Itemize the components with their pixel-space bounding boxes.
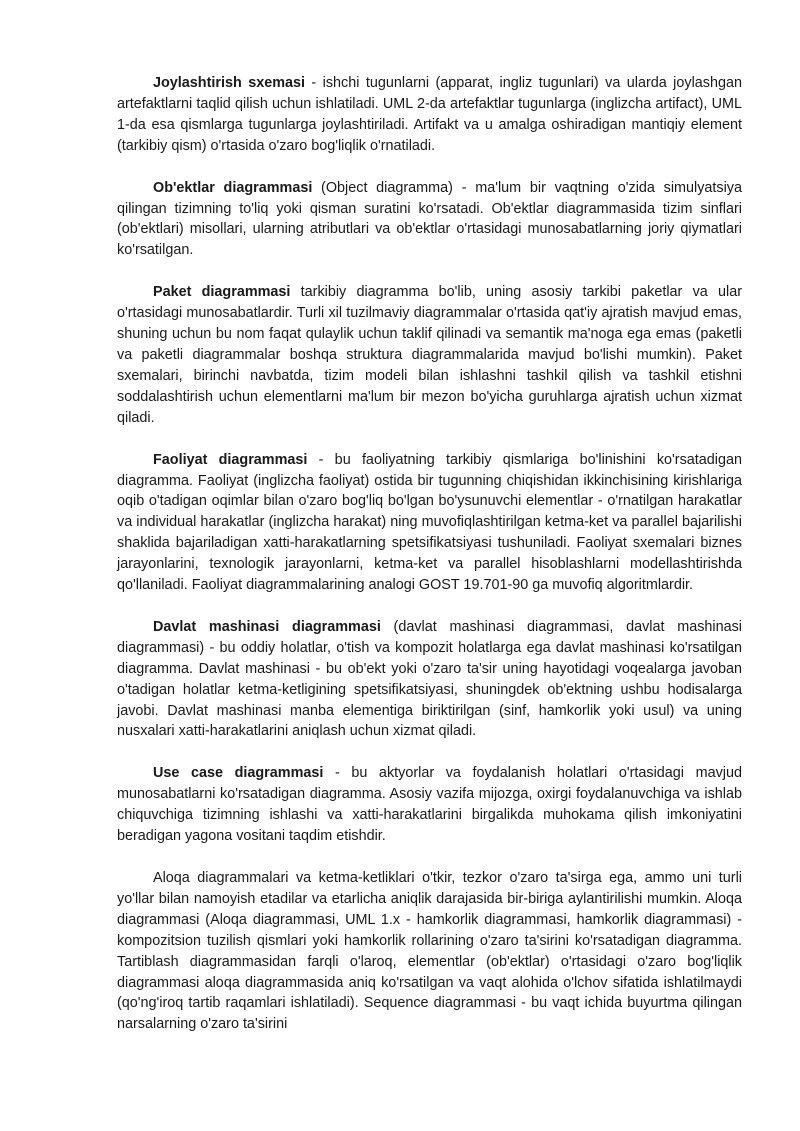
- paragraph-communication-diagram: [117, 868, 742, 1035]
- paragraph-package-diagram: [117, 282, 742, 428]
- paragraph-text: - ishchi tugunlarni (apparat, ingliz tugunlari) va ularda joylashgan artefaktlarni taqlid qilish uchun ishlatiladi. UML 2-da artefaktlar tugunlarga (inglizcha artifact), UML 1-da esa qismlarga tugunlarga joylashtiriladi. Artifakt va u amalga oshiradigan mantiqiy element (tarkibiy qism) o'rtasida o'zaro bog'liqlik o'rnatiladi.: [117, 75, 742, 154]
- paragraph-text: (davlat mashinasi diagrammasi, davlat mashinasi diagrammasi) - bu oddiy holatlar, o'tish va kompozit holatlarga ega davlat mashinasi ko'rsatilgan diagramma. Davlat mashinasi - bu ob'ekt yoki o'zaro ta'sir uning hayotidagi voqealarga javoban o'tadigan holatlar ketma-ketligining spetsifikatsiyasi, shuningdek ob'ektning ushbu hodisalarga javobi. Davlat mashinasi manba elementiga biriktirilgan (sinf, hamkorlik yoki usul) va uning nusxalari xatti-harakatlarini aniqlash uchun xizmat qiladi.: [117, 618, 743, 740]
- paragraph-text: (Object diagramma) - ma'lum bir vaqtning o'zida simulyatsiya qilingan tizimning to'liq yoki qisman suratini ko'rsatadi. Ob'ektlar diagrammasida tizim sinflari (ob'ektlari) misollari, ularning atributlari va ob'ektlar o'rtasidagi munosabatlarning joriy qiymatlari ko'rsatilgan.: [117, 179, 742, 259]
- paragraph-deployment-diagram: [117, 73, 742, 157]
- paragraph-text: - bu aktyorlar va foydalanish holatlari o'rtasidagi mavjud munosabatlarni ko'rsatadigan diagramma. Asosiy vazifa mijozga, oxirgi foydalanuvchiga va ishlab chiquvchiga tizimning ishlashi va xatti-harakatlarini birgalikda muhokama qilish imkoniyatini beradigan yagona vositani taqdim etishdir.: [117, 765, 742, 845]
- paragraph-state-machine-diagram: [117, 617, 742, 742]
- paragraph-text: Aloqa diagrammalari va ketma-ketliklari o'tkir, tezkor o'zaro ta'sirga ega, ammo uni turli yo'llar bilan namoyish etadilar va etarlicha aniqlik darajasida bir-biriga aylantirilishi mumkin. Aloqa diagrammasi (Aloqa diagrammasi, UML 1.x - hamkorlik diagrammasi, hamkorlik diagrammasi) - kompozitsion tuzilish qismlari yoki hamkorlik rollarining o'zaro ta'sirini ko'rsatadigan diagramma. Tartiblash diagrammasidan farqli o'laroq, elementlar (ob'ektlar) o'rtasidagi o'zaro bog'liqlik diagrammasi aloqa diagrammasida aniq ko'rsatilgan va vaqt alohida o'lchov sifatida ishlatilmaydi (qo'ng'iroq tartib raqamlari ishlatiladi). Sequence diagrammasi - bu vaqt ichida buyurtma qilingan narsalarning o'zaro ta'sirini: [117, 870, 742, 1033]
- paragraph-text: tarkibiy diagramma bo'lib, uning asosiy tarkibi paketlar va ular o'rtasidagi munosabatlardir. Turli xil tuzilmaviy diagrammalar o'rtasida qat'iy ajratish mavjud emas, shuning uchun bu nom faqat qulaylik uchun taklif qilinadi va semantik ma'noga ega emas (paketli va paketli diagrammalar boshqa struktura diagrammalarida mavjud bo'lishi mumkin). Paket sxemalari, birinchi navbatda, tizim modeli bilan ishlashni tashkil qilish va tashkil etishni soddalashtirish uchun elementlarni ma'lum bir mezon bo'yicha guruhlarga ajratish uchun xizmat qiladi.: [117, 284, 742, 426]
- term-activity-diagram: Faoliyat diagrammasi: [153, 451, 308, 468]
- paragraph-activity-diagram: [117, 450, 742, 596]
- term-deployment-diagram: Joylashtirish sxemasi: [153, 75, 306, 91]
- term-package-diagram: Paket diagrammasi: [153, 284, 291, 301]
- term-state-machine-diagram: Davlat mashinasi diagrammasi: [153, 618, 381, 635]
- paragraph-text: - bu faoliyatning tarkibiy qismlariga bo'linishini ko'rsatadigan diagramma. Faoliyat (inglizcha faoliyat) ostida bir tugunning chiqishidan ikkinchisining kirishlariga oqib o'tadigan oqimlar bilan o'zaro bog'liq bo'lgan bo'ysunuvchi elementlar - o'rnatilgan harakatlar va individual harakatlar (inglizcha harakat) ning muvofiqlashtirilgan ketma-ket va parallel bajarilishi shaklida bajariladigan xatti-harakatlarning spetsifikatsiyasi tushuniladi. Faoliyat sxemalari biznes jarayonlarini, texnologik jarayonlarni, ketma-ket va parallel hisoblashlarni modellashtirishda qo'llaniladi. Faoliyat diagrammalarining analogi GOST 19.701-90 ga muvofiq algoritmlardir.: [117, 451, 742, 594]
- paragraph-object-diagram: [117, 178, 742, 262]
- term-object-diagram: Ob'ektlar diagrammasi: [153, 179, 313, 196]
- term-use-case-diagram: Use case diagrammasi: [153, 765, 324, 782]
- document-body: [117, 73, 742, 1056]
- paragraph-use-case-diagram: [117, 763, 742, 847]
